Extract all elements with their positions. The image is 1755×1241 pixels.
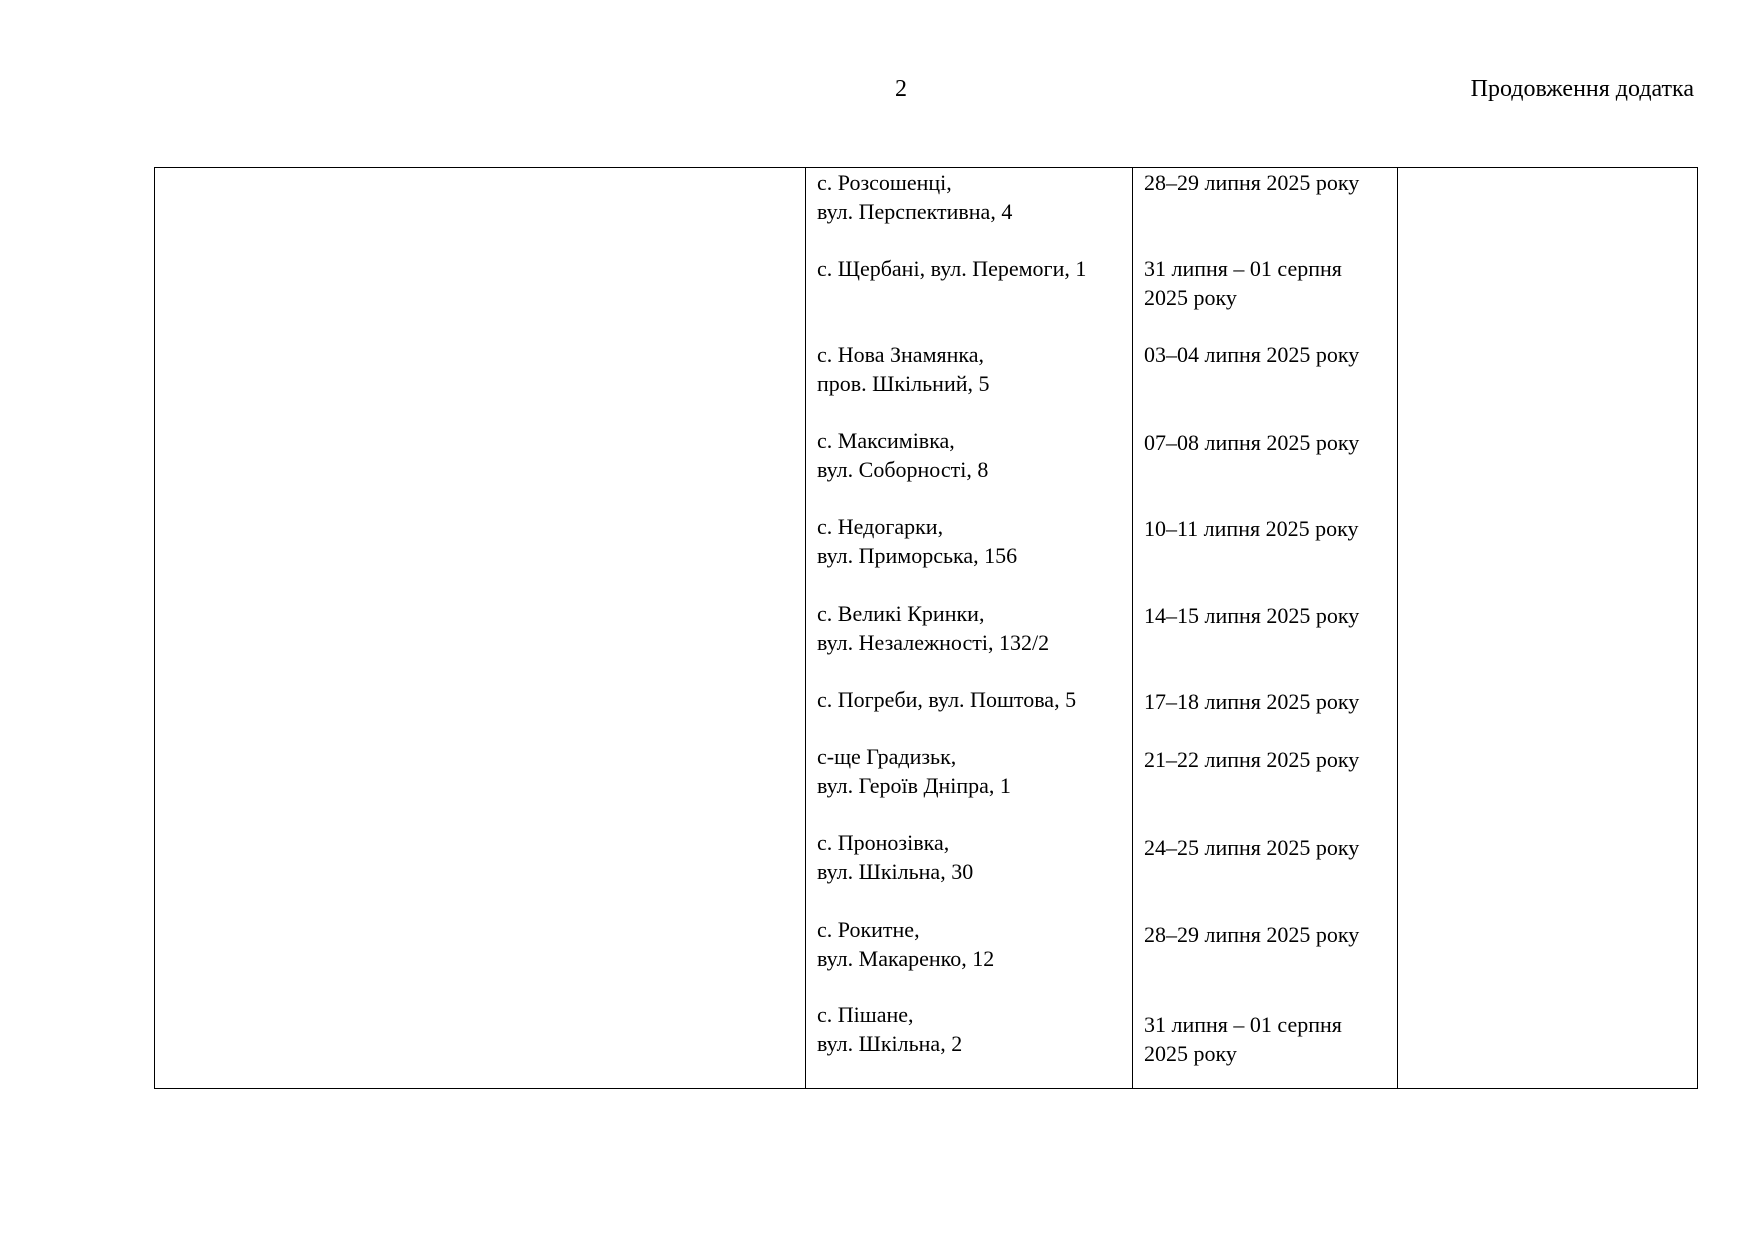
address-cell (806, 168, 1133, 1089)
dates-entry: 10–11 липня 2025 року (1144, 516, 1359, 541)
dates-entry: 14–15 липня 2025 року (1144, 603, 1360, 628)
dates-entry: 21–22 липня 2025 року (1144, 747, 1360, 772)
table-row (155, 168, 1698, 1089)
empty-cell (1398, 168, 1698, 1089)
dates-entry: 07–08 липня 2025 року (1144, 430, 1360, 455)
address-entry: с. Розсошенці, вул. Перспективна, 4 (817, 170, 1013, 224)
dates-entry: 28–29 липня 2025 року (1144, 170, 1360, 195)
page-number: 2 (895, 76, 907, 102)
address-entry: с. Пішане, вул. Шкільна, 2 (817, 1002, 963, 1056)
schedule-table (154, 167, 1698, 1089)
address-entry: с. Великі Кринки, вул. Незалежності, 132/2 (817, 601, 1050, 655)
address-entry: с. Нова Знамянка, пров. Шкільний, 5 (817, 342, 990, 396)
address-entry: с. Погреби, вул. Поштова, 5 (817, 687, 1077, 712)
dates-entry: 24–25 липня 2025 року (1144, 835, 1360, 860)
address-entry: с. Недогарки, вул. Приморська, 156 (817, 514, 1018, 568)
dates-entry: 03–04 липня 2025 року (1144, 342, 1360, 367)
dates-cell (1133, 168, 1398, 1089)
address-entry: с. Максимівка, вул. Соборності, 8 (817, 428, 989, 482)
empty-cell (155, 168, 806, 1089)
dates-entry: 28–29 липня 2025 року (1144, 922, 1360, 947)
dates-entry: 31 липня – 01 серпня 2025 року (1144, 256, 1342, 310)
continuation-label: Продовження додатка (1470, 76, 1694, 102)
address-entry: с. Пронозівка, вул. Шкільна, 30 (817, 830, 974, 884)
address-entry: с. Рокитне, вул. Макаренко, 12 (817, 917, 995, 971)
dates-entry: 17–18 липня 2025 року (1144, 689, 1360, 714)
address-entry: с. Щербані, вул. Перемоги, 1 (817, 256, 1087, 281)
dates-entry: 31 липня – 01 серпня 2025 року (1144, 1012, 1342, 1066)
address-entry: с-ще Градизьк, вул. Героїв Дніпра, 1 (817, 744, 1011, 798)
